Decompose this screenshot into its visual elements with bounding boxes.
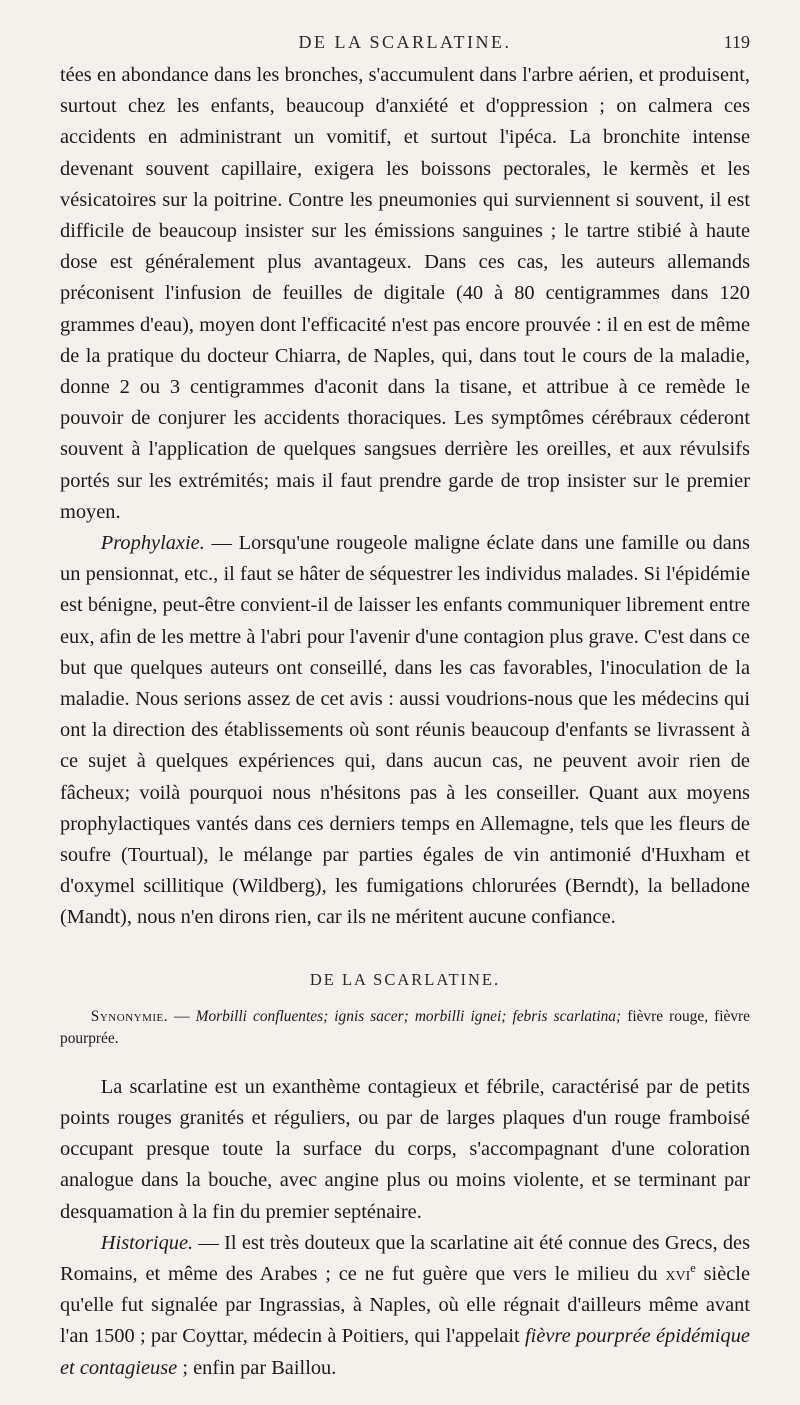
century-numeral: xvi (665, 1262, 691, 1285)
paragraph-prophylaxis-text: — Lorsqu'une rougeole maligne éclate dans une famille ou dans un pensionnat, etc., il faut se hâter de séquestrer les individus malades. Si l'épidémie est bénigne, peut-être convient-il de laisser les enfants communiquer librement entre eux, afin de les mettre à l'abri pour l'avenir d'une contagion plus grave. C'est dans ce but que quelques auteurs ont conseillé, dans les cas favorables, l'inoculation de la maladie. Nous serions assez de cet avis : aussi voudrions-nous que les médecins qui ont la direction des établissements où sont réunis beaucoup d'enfants se livrassent à ce sujet à quelques expériences qui, dans aucun cas, ne peuvent avoir rien de fâcheux; voilà pourquoi nous n'hésitons pas à les conseiller. Quant aux moyens prophylactiques vantés dans ces derniers temps en Allemagne, tels que les fleurs de soufre (Tourtual), le mélange par parties égales de vin antimonié d'Huxham et d'oxymel scillitique (Wildberg), les fumigations chlorurées (Berndt), la belladone (Mandt), nous n'en dirons rien, car ils ne méritent aucune confiance. (60, 532, 750, 929)
synonymy-note (60, 1006, 750, 1050)
paragraph-history-text-b: siècle qu'elle fut signalée par Ingrassias, à Naples, où elle régnait d'ailleurs même avant l'an 1500 ; par Coyttar, médecin à Poitiers, qui l'appelait (60, 1262, 751, 1348)
running-head (60, 32, 750, 58)
body-text (60, 60, 750, 1384)
synonymy-dash: — (168, 1007, 196, 1025)
running-head-title: DE LA SCARLATINE. (298, 32, 512, 52)
paragraph-treatment-continued: tées en abondance dans les bronches, s'accumulent dans l'arbre aérien, et produisent, surtout chez les enfants, beaucoup d'anxiété et d'oppression ; on calmera ces accidents en administrant un vomitif, et surtout l'ipéca. La bronchite intense devenant souvent capillaire, exigera les boissons pectorales, le kermès et les vésicatoires sur la poitrine. Contre les pneumonies qui surviennent si souvent, il est difficile de beaucoup insister sur les émissions sanguines ; le tartre stibié à haute dose est généralement plus avantageux. Dans ces cas, les auteurs allemands préconisent l'infusion de feuilles de digitale (40 à 80 centigrammes dans 120 grammes d'eau), moyen dont l'efficacité n'est pas encore prouvée : il en est de même de la pratique du docteur Chiarra, de Naples, qui, dans tout le cours de la maladie, donne 2 ou 3 centigrammes d'aconit dans la tisane, et attribue à ce remède le pouvoir de conjurer les accidents thoraciques. Les symptômes cérébraux céderont souvent à l'application de quelques sangsues derrière les oreilles, et aux révulsifs portés sur les extrémités; mais il faut prendre garde de trop insister sur le premier moyen. (60, 64, 750, 523)
synonymy-french-names: fièvre rouge, fièvre pourprée. (60, 1007, 750, 1047)
run-in-heading-history: Historique. (100, 1231, 194, 1254)
synonymy-latin-names: Morbilli confluentes; ignis sacer; morbilli ignei; febris scarlatina; (195, 1007, 622, 1025)
quoted-disease-name: fièvre pourprée épidémique et contagieuse (60, 1325, 750, 1379)
paragraph-history-text-a: — Il est très douteux que la scarlatine ait été connue des Grecs, des Romains, et même des Arabes ; ce ne fut guère que vers le milieu du (60, 1231, 750, 1285)
paragraph-definition: La scarlatine est un exanthème contagieux et fébrile, caractérisé par de petits points rouges granités et réguliers, ou par de larges plaques d'un rouge framboisé occupant presque toute la surface du corps, s'accompagnant d'une coloration analogue dans la bouche, avec angine plus ou moins violente, et se terminant par desquamation à la fin du premier septénaire. (60, 1075, 750, 1223)
century-superscript: e (690, 1261, 696, 1276)
paragraph-history-text-c: ; enfin par Baillou. (177, 1356, 337, 1379)
paragraph-prophylaxis (60, 528, 750, 934)
run-in-heading-prophylaxis: Prophylaxie. (100, 532, 205, 555)
section-heading: DE LA SCARLATINE. (309, 969, 501, 989)
synonymy-label: Synonymie. (90, 1007, 169, 1025)
page-number: 119 (723, 32, 750, 52)
paragraph-history (60, 1228, 750, 1384)
